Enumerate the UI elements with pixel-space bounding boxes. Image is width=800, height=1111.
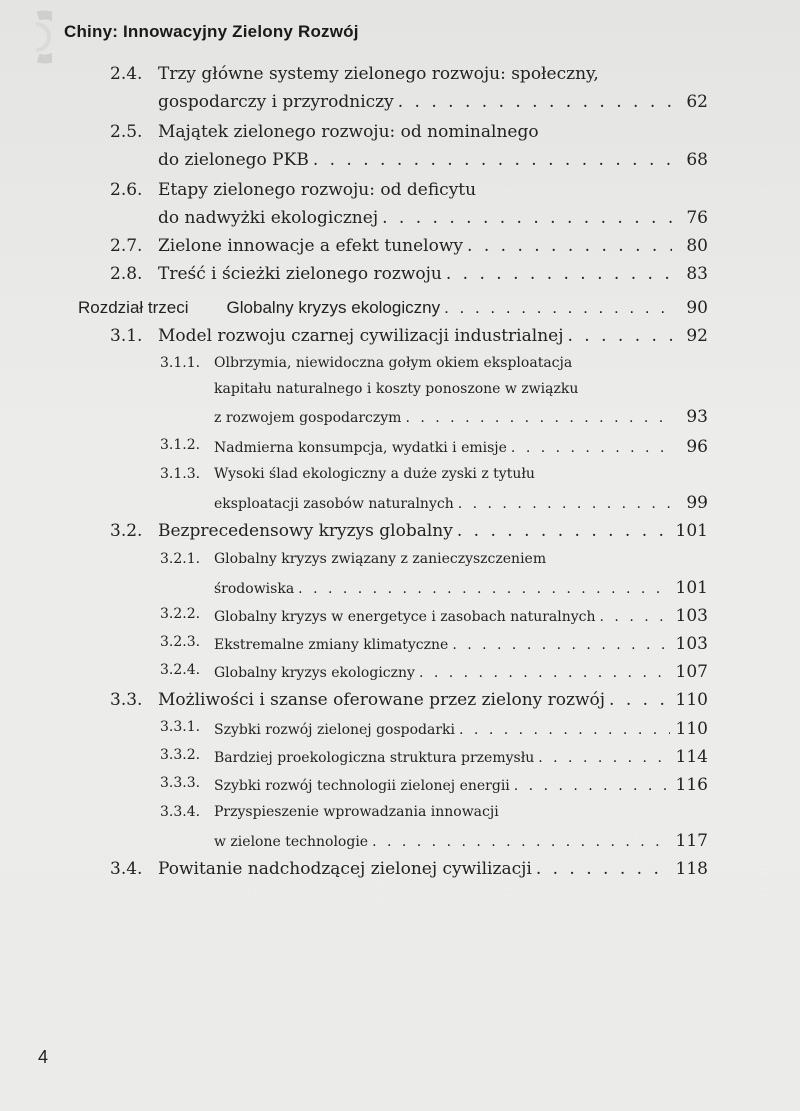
toc-title: Globalny kryzys w energetyce i zasobach naturalnych: [214, 609, 596, 625]
toc-title: Możliwości i szanse oferowane przez zielony rozwój: [158, 690, 606, 710]
toc-page: 114: [675, 747, 708, 767]
toc-title: Globalny kryzys ekologiczny: [214, 665, 415, 681]
dot-leader: [538, 750, 669, 766]
toc-page: 62: [686, 92, 708, 112]
chapter-title: Globalny kryzys ekologiczny: [226, 298, 441, 317]
toc-number: 3.2.2.: [160, 606, 201, 622]
dot-leader: [405, 410, 672, 426]
toc-entry-3-2-4: [160, 662, 708, 682]
dot-leader: [419, 665, 670, 681]
toc-number: 2.5.: [110, 122, 143, 142]
toc-entry-3-4: [110, 859, 708, 879]
dot-leader: [298, 581, 669, 597]
toc-entry-3-1-3: [160, 466, 535, 482]
dot-leader: [452, 637, 669, 653]
dot-leader: [398, 92, 672, 112]
dot-leader: [458, 496, 672, 512]
toc-title: Majątek zielonego rozwoju: od nominalnego: [158, 122, 539, 142]
toc-entry-3-1-3-cont: [214, 493, 708, 513]
toc-number: 3.3.: [110, 690, 143, 710]
chapter-label: Rozdział trzeci: [78, 298, 189, 317]
toc-page: 90: [686, 298, 708, 318]
toc-number: 3.3.2.: [160, 747, 201, 763]
toc-entry-3-1-1-cont2: [214, 407, 708, 427]
toc-entry-3-3-2: [160, 747, 708, 767]
toc-title: Bardziej proekologiczna struktura przemysłu: [214, 750, 535, 766]
toc-title: Trzy główne systemy zielonego rozwoju: społeczny,: [158, 64, 599, 84]
toc-title: do zielonego PKB: [158, 150, 309, 170]
toc-number: 3.1.2.: [160, 437, 201, 453]
toc-title: Przyspieszenie wprowadzania innowacji: [214, 804, 499, 820]
toc-title: Zielone innowacje a efekt tunelowy: [158, 236, 464, 256]
toc-title: kapitału naturalnego i koszty ponoszone w związku: [214, 381, 579, 397]
toc-entry-3-3: [110, 690, 708, 710]
toc-page: 110: [675, 690, 708, 710]
dot-leader: [459, 722, 670, 738]
toc-title: gospodarczy i przyrodniczy: [158, 92, 394, 112]
dot-leader: [514, 778, 670, 794]
toc-page: 80: [686, 236, 708, 256]
toc-page: 68: [686, 150, 708, 170]
dot-leader: [567, 326, 672, 346]
toc-number: 3.2.: [110, 521, 143, 541]
toc-entry-2-8: [110, 264, 708, 284]
toc-page: 103: [675, 634, 708, 654]
toc-number: 3.1.3.: [160, 466, 201, 482]
dot-leader: [446, 264, 672, 284]
toc-entry-3-2-3: [160, 634, 708, 654]
toc-title: Szybki rozwój zielonej gospodarki: [214, 722, 456, 738]
toc-number: 3.3.1.: [160, 719, 201, 735]
toc-entry-3-2: [110, 521, 708, 541]
toc-title: Wysoki ślad ekologiczny a duże zyski z tytułu: [214, 466, 535, 482]
toc-title: Olbrzymia, niewidoczna gołym okiem eksploatacja: [214, 355, 573, 371]
toc-page: 103: [675, 606, 708, 626]
toc-number: 3.3.4.: [160, 804, 201, 820]
toc-title: Model rozwoju czarnej cywilizacji industrialnej: [158, 326, 564, 346]
toc-number: 3.2.1.: [160, 551, 201, 567]
running-head: Chiny: Innowacyjny Zielony Rozwój: [64, 22, 359, 41]
dot-leader: [609, 690, 670, 710]
toc-entry-3-3-4: [160, 804, 499, 820]
toc-number: 3.2.4.: [160, 662, 201, 678]
dot-leader: [313, 150, 672, 170]
page-number: 4: [38, 1047, 49, 1067]
dot-leader: [600, 609, 670, 625]
toc-title: Ekstremalne zmiany klimatyczne: [214, 637, 449, 653]
toc-page: 116: [675, 775, 708, 795]
toc-number: 2.8.: [110, 264, 143, 284]
toc-page: 101: [675, 521, 708, 541]
dot-leader: [444, 298, 672, 318]
toc-title: Globalny kryzys związany z zanieczyszczeniem: [214, 551, 547, 567]
dot-leader: [382, 208, 672, 228]
dot-leader: [467, 236, 672, 256]
toc-title: Bezprecedensowy kryzys globalny: [158, 521, 453, 541]
toc-title: z rozwojem gospodarczym: [214, 410, 402, 426]
toc-entry-2-5-cont: [158, 150, 708, 170]
toc-title: eksploatacji zasobów naturalnych: [214, 496, 454, 512]
toc-entry-2-6: [110, 180, 476, 200]
toc-number: 3.3.3.: [160, 775, 201, 791]
toc-entry-3-1-1: [160, 355, 572, 371]
toc-entry-2-6-cont: [158, 208, 708, 228]
toc-entry-3-1: [110, 326, 708, 346]
toc-number: 2.6.: [110, 180, 143, 200]
toc-entry-2-4-cont: [158, 92, 708, 112]
toc-number: 3.1.: [110, 326, 143, 346]
toc-page: 101: [675, 578, 708, 598]
toc-number: 3.4.: [110, 859, 143, 879]
toc-entry-3-3-4-cont: [214, 831, 708, 851]
toc-page: 99: [686, 493, 708, 513]
toc-page: 93: [686, 407, 708, 427]
toc-title: do nadwyżki ekologicznej: [158, 208, 379, 228]
toc-entry-3-1-1-cont: [214, 381, 578, 397]
toc-entry-3-2-1-cont: [214, 578, 708, 598]
toc-page: 76: [686, 208, 708, 228]
toc-entry-2-7: [110, 236, 708, 256]
dot-leader: [372, 834, 669, 850]
toc-page: 92: [686, 326, 708, 346]
toc-page: 118: [675, 859, 708, 879]
toc-number: 3.1.1.: [160, 355, 201, 371]
dot-leader: [457, 521, 670, 541]
toc-title: środowiska: [214, 581, 295, 597]
toc-entry-3-3-1: [160, 719, 708, 739]
toc-page: 117: [675, 831, 708, 851]
dot-leader: [536, 859, 670, 879]
toc-entry-2-4: [110, 64, 599, 84]
toc-chapter-3: [78, 298, 708, 318]
toc-title: Treść i ścieżki zielonego rozwoju: [158, 264, 442, 284]
toc-number: 2.4.: [110, 64, 143, 84]
toc-entry-2-5: [110, 122, 539, 142]
toc-title: Nadmierna konsumpcja, wydatki i emisje: [214, 440, 507, 456]
toc-title: Szybki rozwój technologii zielonej energii: [214, 778, 510, 794]
toc-entry-3-2-1: [160, 551, 546, 567]
toc-number: 3.2.3.: [160, 634, 201, 650]
toc-page: 110: [675, 719, 708, 739]
toc-entry-3-2-2: [160, 606, 708, 626]
toc-page: 96: [686, 437, 708, 457]
toc-page: 83: [686, 264, 708, 284]
toc-title: w zielone technologie: [214, 834, 369, 850]
dot-leader: [511, 440, 672, 456]
toc-entry-3-3-3: [160, 775, 708, 795]
toc-page: 107: [675, 662, 708, 682]
toc-number: 2.7.: [110, 236, 143, 256]
toc-entry-3-1-2: [160, 437, 708, 457]
toc-title: Etapy zielonego rozwoju: od deficytu: [158, 180, 477, 200]
toc-title: Powitanie nadchodzącej zielonej cywilizacji: [158, 859, 532, 879]
